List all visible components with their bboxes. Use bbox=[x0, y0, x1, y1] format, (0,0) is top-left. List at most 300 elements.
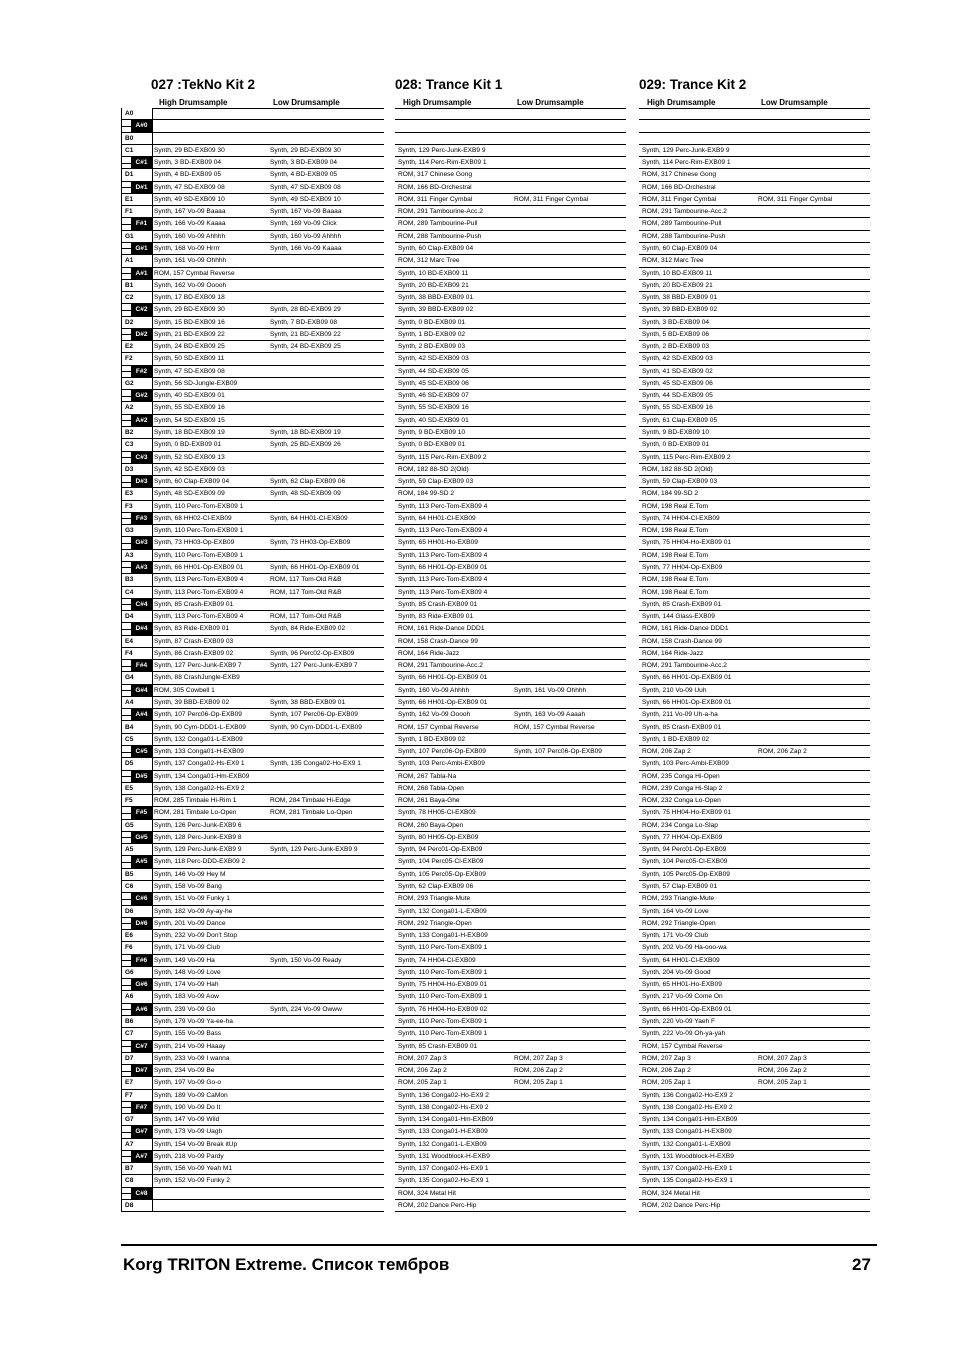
high-sample: ROM, 317 Chinese Gong bbox=[398, 171, 473, 179]
low-sample: Synth, 28 BD-EXB09 29 bbox=[270, 306, 341, 314]
table-row bbox=[151, 501, 384, 513]
low-sample: Synth, 107 Perc06-Op-EXB09 bbox=[270, 711, 358, 719]
high-sample: ROM, 205 Zap 1 bbox=[642, 1079, 691, 1087]
high-sample: ROM, 239 Conga Hi-Slap 2 bbox=[642, 784, 723, 792]
high-sample: Synth, 47 SD-EXB09 08 bbox=[154, 183, 225, 191]
table-row bbox=[395, 280, 626, 292]
key-f2: F2 bbox=[122, 353, 152, 365]
black-key-label: C#2 bbox=[131, 304, 152, 315]
high-sample: ROM, 289 Tambourine-Pull bbox=[642, 220, 722, 228]
table-row bbox=[395, 415, 626, 427]
table-row bbox=[639, 893, 870, 905]
high-sample: Synth, 214 Vo-09 Haaay bbox=[154, 1042, 226, 1050]
high-sample: Synth, 113 Perc-Tom-EXB09 4 bbox=[154, 588, 244, 596]
high-sample: Synth, 129 Perc-Junk-EXB9 9 bbox=[398, 146, 486, 154]
table-row bbox=[151, 942, 384, 954]
high-sample: Synth, 20 BD-EXB09 21 bbox=[398, 281, 469, 289]
high-sample: ROM, 291 Tambourine-Acc.2 bbox=[642, 208, 727, 216]
high-sample: Synth, 136 Conga02-Ho-EX9 2 bbox=[642, 1091, 733, 1099]
table-row bbox=[151, 1065, 384, 1077]
table-row bbox=[639, 697, 870, 709]
table-row bbox=[639, 1114, 870, 1126]
low-sample: Synth, 129 Perc-Junk-EXB9 9 bbox=[270, 846, 358, 854]
high-sample: Synth, 113 Perc-Tom-EXB09 4 bbox=[398, 527, 488, 535]
table-row bbox=[395, 1090, 626, 1102]
high-sample: Synth, 136 Conga02-Ho-EX9 2 bbox=[398, 1091, 489, 1099]
high-sample: Synth, 114 Perc-Rim-EXB09 1 bbox=[642, 159, 731, 167]
black-key-label: F#4 bbox=[131, 660, 152, 671]
table-row bbox=[151, 194, 384, 206]
table-row bbox=[395, 501, 626, 513]
table-row bbox=[395, 758, 626, 770]
black-key-label: G#5 bbox=[131, 832, 152, 843]
table-row bbox=[639, 1163, 870, 1175]
high-sample: Synth, 55 SD-EXB09 16 bbox=[398, 404, 469, 412]
table-row bbox=[151, 366, 384, 378]
table-row bbox=[151, 182, 384, 194]
table-row bbox=[151, 464, 384, 476]
table-row bbox=[151, 758, 384, 770]
black-key-label: G#4 bbox=[131, 685, 152, 696]
black-key-label: G#6 bbox=[131, 979, 152, 990]
table-row bbox=[639, 906, 870, 918]
table-row bbox=[639, 427, 870, 439]
table-row bbox=[639, 783, 870, 795]
low-sample: Synth, 161 Vo-09 Ohhhh bbox=[514, 686, 587, 694]
key-e1: E1 bbox=[122, 194, 152, 206]
high-sample: Synth, 233 Vo-09 I wanna bbox=[154, 1054, 230, 1062]
table-row bbox=[395, 169, 626, 181]
table-row bbox=[639, 194, 870, 206]
high-sample: ROM, 166 BD-Orchestral bbox=[642, 183, 716, 191]
table-row bbox=[151, 1139, 384, 1151]
table-row bbox=[151, 402, 384, 414]
high-sample: Synth, 87 Crash-EXB09 03 bbox=[154, 637, 234, 645]
table-row bbox=[151, 599, 384, 611]
low-sample: ROM, 117 Tom-Old R&B bbox=[270, 588, 342, 596]
high-sample: Synth, 64 HH01-Cl-EXB09 bbox=[642, 956, 720, 964]
high-sample: Synth, 134 Conga01-Hm-EXB09 bbox=[642, 1116, 738, 1124]
high-sample: Synth, 103 Perc-Ambi-EXB09 bbox=[642, 760, 729, 768]
table-row bbox=[395, 1126, 626, 1138]
table-row bbox=[639, 746, 870, 758]
high-sample: Synth, 232 Vo-09 Don't Stop bbox=[154, 932, 238, 940]
low-sample: ROM, 311 Finger Cymbal bbox=[514, 195, 589, 203]
table-row bbox=[395, 869, 626, 881]
high-sample: ROM, 324 Metal Hit bbox=[642, 1189, 700, 1197]
high-sample: Synth, 40 SD-EXB09 01 bbox=[154, 392, 225, 400]
high-sample: Synth, 135 Conga02-Ho-EX9 1 bbox=[642, 1177, 733, 1185]
table-row bbox=[151, 452, 384, 464]
table-row bbox=[395, 991, 626, 1003]
high-sample: Synth, 158 Vo-09 Bang bbox=[154, 883, 222, 890]
high-sample: Synth, 210 Vo-09 Uuh bbox=[642, 686, 707, 694]
kit-title: 028: Trance Kit 1 bbox=[395, 77, 503, 92]
high-sample: Synth, 73 HH03-Op-EXB09 bbox=[154, 539, 235, 547]
table-row bbox=[639, 881, 870, 893]
table-row bbox=[151, 120, 384, 132]
high-sample: Synth, 134 Conga01-Hm-EXB09 bbox=[154, 772, 250, 780]
table-row bbox=[151, 636, 384, 648]
high-sample: Synth, 152 Vo-09 Funky 2 bbox=[154, 1177, 230, 1185]
key-f4: F4 bbox=[122, 648, 152, 660]
high-sample: Synth, 75 HH04-Ho-EXB09 01 bbox=[398, 981, 488, 989]
table-row bbox=[151, 550, 384, 562]
key-e3: E3 bbox=[122, 488, 152, 500]
table-row bbox=[395, 353, 626, 365]
key-c-sharp7 bbox=[122, 1041, 152, 1053]
black-key-label: G#7 bbox=[131, 1126, 152, 1137]
key-f-sharp5 bbox=[122, 807, 152, 819]
table-row bbox=[395, 1041, 626, 1053]
key-f-sharp4 bbox=[122, 660, 152, 672]
table-row bbox=[395, 550, 626, 562]
key-g5: G5 bbox=[122, 820, 152, 832]
key-b6: B6 bbox=[122, 1016, 152, 1028]
high-sample: Synth, 107 Perc06-Op-EXB09 bbox=[154, 711, 242, 719]
high-sample: Synth, 68 HH02-Cl-EXB09 bbox=[154, 514, 232, 522]
table-row bbox=[639, 771, 870, 783]
low-sample: Synth, 4 BD-EXB09 05 bbox=[270, 171, 338, 179]
table-row bbox=[639, 844, 870, 856]
table-row bbox=[395, 182, 626, 194]
table-row bbox=[639, 820, 870, 832]
black-key-label: C#1 bbox=[131, 157, 152, 168]
high-sample: Synth, 88 CrashJungle-EXB9 bbox=[154, 674, 240, 682]
high-sample: ROM, 164 Ride-Jazz bbox=[642, 649, 704, 657]
table-row bbox=[395, 133, 626, 145]
black-key-label: A#2 bbox=[131, 415, 152, 426]
high-sample: ROM, 291 Tambourine-Acc.2 bbox=[398, 662, 483, 670]
table-row bbox=[639, 439, 870, 451]
table-row bbox=[395, 1077, 626, 1089]
table-row bbox=[395, 452, 626, 464]
high-sample: Synth, 179 Vo-09 Ya-ee-ha bbox=[154, 1017, 233, 1025]
key-d-sharp1 bbox=[122, 182, 152, 194]
high-sample: Synth, 148 Vo-09 Love bbox=[154, 968, 221, 976]
black-key-label: A#5 bbox=[131, 856, 152, 867]
table-row bbox=[639, 341, 870, 353]
high-sample: ROM, 198 Real E.Tom bbox=[642, 551, 708, 559]
high-sample: Synth, 113 Perc-Tom-EXB09 4 bbox=[154, 576, 244, 584]
high-sample: Synth, 135 Conga02-Ho-EX9 1 bbox=[398, 1177, 489, 1185]
high-sample: Synth, 75 HH04-Ho-EXB09 01 bbox=[642, 539, 732, 547]
high-sample: ROM, 166 BD-Orchestral bbox=[398, 183, 472, 191]
table-row bbox=[395, 783, 626, 795]
key-d-sharp7 bbox=[122, 1065, 152, 1077]
table-row bbox=[639, 1077, 870, 1089]
high-sample: Synth, 5 BD-EXB09 06 bbox=[642, 330, 710, 338]
low-sample: Synth, 66 HH01-Op-EXB09 01 bbox=[270, 563, 360, 571]
table-row bbox=[395, 402, 626, 414]
low-sample: Synth, 224 Vo-09 Owww bbox=[270, 1005, 342, 1013]
high-sample: Synth, 110 Perc-Tom-EXB09 1 bbox=[398, 993, 488, 1001]
high-sample: ROM, 234 Conga Lo-Slap bbox=[642, 821, 718, 829]
high-sample: ROM, 312 Marc Tree bbox=[642, 257, 704, 265]
high-sample: Synth, 222 Vo-09 Oh-ya-yah bbox=[642, 1030, 726, 1038]
high-sample: Synth, 131 Woodblock-H-EXB9 bbox=[398, 1152, 490, 1160]
table-row bbox=[639, 856, 870, 868]
key-f1: F1 bbox=[122, 206, 152, 218]
table-row bbox=[639, 623, 870, 635]
high-sample: Synth, 78 HH05-Cl-EXB09 bbox=[398, 809, 476, 817]
high-sample: Synth, 239 Vo-09 Go bbox=[154, 1005, 216, 1013]
footer-title: Korg TRITON Extreme. Список тембров bbox=[123, 1255, 450, 1274]
high-sample: Synth, 74 HH04-Cl-EXB09 bbox=[398, 956, 476, 964]
table-row bbox=[151, 157, 384, 169]
high-sample: ROM, 157 Cymbal Reverse bbox=[642, 1042, 723, 1050]
high-sample: Synth, 39 BBD-EXB09 02 bbox=[398, 306, 474, 314]
key-g-sharp3 bbox=[122, 537, 152, 549]
table-row bbox=[395, 906, 626, 918]
high-sample: Synth, 62 Clap-EXB09 06 bbox=[398, 883, 474, 890]
high-sample: Synth, 45 SD-EXB09 06 bbox=[398, 379, 469, 387]
key-g4: G4 bbox=[122, 672, 152, 684]
table-row bbox=[151, 1004, 384, 1016]
table-row bbox=[151, 1126, 384, 1138]
black-key-label: C#7 bbox=[131, 1041, 152, 1052]
table-row bbox=[639, 1200, 870, 1212]
table-row bbox=[639, 157, 870, 169]
high-sample: ROM, 202 Dance Perc-Hip bbox=[642, 1202, 721, 1210]
table-row bbox=[639, 869, 870, 881]
low-sample: Synth, 24 BD-EXB09 25 bbox=[270, 343, 341, 351]
table-row bbox=[395, 636, 626, 648]
black-key-label: D#1 bbox=[131, 182, 152, 193]
table-row bbox=[395, 771, 626, 783]
low-sample: ROM, 207 Zap 3 bbox=[514, 1054, 563, 1062]
table-row bbox=[151, 807, 384, 819]
table-row bbox=[395, 918, 626, 930]
key-d-sharp5 bbox=[122, 771, 152, 783]
page-number: 27 bbox=[852, 1255, 871, 1274]
table-row bbox=[395, 476, 626, 488]
table-row bbox=[395, 746, 626, 758]
high-sample: Synth, 171 Vo-09 Club bbox=[154, 944, 220, 952]
high-sample: Synth, 9 BD-EXB09 10 bbox=[398, 429, 466, 437]
table-row bbox=[639, 1004, 870, 1016]
high-sample: Synth, 20 BD-EXB09 21 bbox=[642, 281, 713, 289]
high-sample: Synth, 85 Crash-EXB09 01 bbox=[154, 600, 234, 608]
table-row bbox=[395, 304, 626, 316]
key-b0: B0 bbox=[122, 133, 152, 145]
table-row bbox=[151, 623, 384, 635]
high-sample: ROM, 206 Zap 2 bbox=[642, 748, 691, 756]
key-a6: A6 bbox=[122, 991, 152, 1003]
high-sample: ROM, 261 Baya-Ghe bbox=[398, 797, 460, 805]
table-row bbox=[639, 133, 870, 145]
keyboard-column bbox=[121, 108, 153, 1212]
table-row bbox=[639, 231, 870, 243]
high-sample: Synth, 85 Crash-EXB09 01 bbox=[642, 600, 722, 608]
table-row bbox=[151, 783, 384, 795]
table-row bbox=[151, 378, 384, 390]
table-row bbox=[151, 991, 384, 1003]
high-sample: Synth, 90 Cym-DDD1-L-EXB09 bbox=[154, 723, 246, 731]
key-d-sharp2 bbox=[122, 329, 152, 341]
table-row bbox=[395, 243, 626, 255]
table-row bbox=[639, 1090, 870, 1102]
low-sample: ROM, 117 Tom-Old R&B bbox=[270, 576, 342, 584]
high-sample: Synth, 65 HH01-Ho-EXB09 bbox=[398, 539, 478, 547]
high-sample: Synth, 1 BD-EXB09 02 bbox=[398, 735, 466, 743]
high-sample: Synth, 1 BD-EXB09 02 bbox=[398, 330, 466, 338]
high-sample: Synth, 204 Vo-09 Good bbox=[642, 968, 711, 976]
high-sample: Synth, 41 SD-EXB09 02 bbox=[642, 367, 713, 375]
high-sample: Synth, 189 Vo-09 CaMon bbox=[154, 1091, 228, 1099]
high-sample: Synth, 113 Perc-Tom-EXB09 4 bbox=[398, 502, 488, 510]
high-sample: Synth, 60 Clap-EXB09 04 bbox=[642, 244, 718, 252]
table-row bbox=[151, 525, 384, 537]
high-sample: Synth, 74 HH04-Cl-EXB09 bbox=[642, 514, 720, 522]
table-row bbox=[639, 955, 870, 967]
table-row bbox=[395, 1200, 626, 1212]
table-row bbox=[395, 525, 626, 537]
high-sample: ROM, 288 Tambourine-Push bbox=[642, 232, 726, 240]
high-sample: ROM, 281 Timbale Lo-Open bbox=[154, 809, 237, 817]
black-key-label: A#7 bbox=[131, 1151, 152, 1162]
table-row bbox=[151, 672, 384, 684]
high-sample: ROM, 292 Triangle-Open bbox=[642, 919, 716, 927]
table-row bbox=[151, 280, 384, 292]
table-row bbox=[639, 722, 870, 734]
table-row bbox=[639, 587, 870, 599]
high-sample: Synth, 66 HH01-Op-EXB09 01 bbox=[398, 674, 488, 682]
key-c-sharp6 bbox=[122, 893, 152, 905]
low-sample: ROM, 206 Zap 2 bbox=[514, 1067, 563, 1075]
key-f3: F3 bbox=[122, 501, 152, 513]
table-row bbox=[395, 685, 626, 697]
high-sample: Synth, 50 SD-EXB09 11 bbox=[154, 355, 225, 363]
table-row bbox=[639, 599, 870, 611]
table-row bbox=[639, 525, 870, 537]
low-sample: Synth, 127 Perc-Junk-EXB9 7 bbox=[270, 662, 358, 670]
black-key-label: A#0 bbox=[131, 120, 152, 131]
key-d7: D7 bbox=[122, 1053, 152, 1065]
table-row bbox=[639, 402, 870, 414]
table-row bbox=[395, 820, 626, 832]
high-sample: Synth, 147 Vo-09 Wild bbox=[154, 1116, 220, 1124]
table-row bbox=[639, 832, 870, 844]
key-b4: B4 bbox=[122, 722, 152, 734]
table-row bbox=[151, 329, 384, 341]
table-row bbox=[395, 439, 626, 451]
high-sample: Synth, 110 Perc-Tom-EXB09 1 bbox=[398, 968, 488, 976]
table-row bbox=[151, 317, 384, 329]
key-c-sharp4 bbox=[122, 599, 152, 611]
table-row bbox=[151, 206, 384, 218]
high-sample: Synth, 114 Perc-Rim-EXB09 1 bbox=[398, 159, 487, 167]
table-row bbox=[639, 930, 870, 942]
high-sample: Synth, 59 Clap-EXB09 03 bbox=[642, 478, 718, 486]
table-row bbox=[395, 292, 626, 304]
key-a-sharp3 bbox=[122, 562, 152, 574]
table-row bbox=[395, 464, 626, 476]
table-row bbox=[395, 218, 626, 230]
black-key-label: A#3 bbox=[131, 562, 152, 573]
kit-title: 029: Trance Kit 2 bbox=[639, 77, 747, 92]
table-row bbox=[639, 292, 870, 304]
high-sample: Synth, 167 Vo-09 Baaaa bbox=[154, 208, 226, 216]
table-row bbox=[151, 820, 384, 832]
high-sample: Synth, 52 SD-EXB09 13 bbox=[154, 453, 225, 461]
table-row bbox=[395, 795, 626, 807]
table-row bbox=[151, 341, 384, 353]
table-row bbox=[395, 1114, 626, 1126]
table-row bbox=[639, 1041, 870, 1053]
table-row bbox=[395, 317, 626, 329]
table-row bbox=[395, 341, 626, 353]
table-row bbox=[395, 157, 626, 169]
high-sample: Synth, 218 Vo-09 Pardy bbox=[154, 1152, 224, 1160]
key-e6: E6 bbox=[122, 930, 152, 942]
key-f5: F5 bbox=[122, 795, 152, 807]
table-row bbox=[151, 771, 384, 783]
table-row bbox=[639, 807, 870, 819]
table-row bbox=[639, 979, 870, 991]
high-sample: Synth, 94 Perc01-Op-EXB09 bbox=[642, 846, 727, 854]
table-row bbox=[395, 856, 626, 868]
table-row bbox=[151, 1102, 384, 1114]
high-sample: Synth, 76 HH04-Ho-EXB09 02 bbox=[398, 1005, 488, 1013]
high-sample: Synth, 39 BBD-EXB09 02 bbox=[642, 306, 718, 314]
high-sample: Synth, 44 SD-EXB09 05 bbox=[398, 367, 469, 375]
low-sample: ROM, 206 Zap 2 bbox=[758, 748, 807, 756]
high-sample: ROM, 291 Tambourine-Acc.2 bbox=[398, 208, 483, 216]
low-sample: Synth, 73 HH03-Op-EXB09 bbox=[270, 539, 351, 547]
footer-rule bbox=[121, 1244, 877, 1246]
key-g-sharp5 bbox=[122, 832, 152, 844]
key-f-sharp6 bbox=[122, 955, 152, 967]
high-sample: Synth, 110 Perc-Tom-EXB09 1 bbox=[398, 1017, 488, 1025]
table-row bbox=[151, 574, 384, 586]
key-a5: A5 bbox=[122, 844, 152, 856]
table-row bbox=[395, 930, 626, 942]
table-row bbox=[151, 218, 384, 230]
key-a-sharp0 bbox=[122, 120, 152, 132]
table-row bbox=[395, 1004, 626, 1016]
low-sample: ROM, 207 Zap 3 bbox=[758, 1054, 807, 1062]
table-row bbox=[639, 1028, 870, 1040]
table-row bbox=[639, 145, 870, 157]
high-sample: Synth, 24 BD-EXB09 25 bbox=[154, 343, 225, 351]
table-row bbox=[395, 537, 626, 549]
key-a-sharp5 bbox=[122, 856, 152, 868]
black-key-label: C#5 bbox=[131, 746, 152, 757]
table-row bbox=[639, 734, 870, 746]
table-row bbox=[639, 1151, 870, 1163]
table-row bbox=[151, 1175, 384, 1187]
high-sample: ROM, 205 Zap 1 bbox=[398, 1079, 447, 1087]
low-sample: Synth, 150 Vo-09 Ready bbox=[270, 956, 342, 964]
low-sample: Synth, 21 BD-EXB09 22 bbox=[270, 330, 341, 338]
key-g6: G6 bbox=[122, 967, 152, 979]
high-sample: Synth, 15 BD-EXB09 16 bbox=[154, 318, 225, 326]
key-g2: G2 bbox=[122, 378, 152, 390]
table-row bbox=[395, 844, 626, 856]
table-row bbox=[639, 108, 870, 120]
table-row bbox=[151, 881, 384, 893]
table-row bbox=[639, 672, 870, 684]
high-sample: Synth, 4 BD-EXB09 05 bbox=[154, 171, 222, 179]
table-row bbox=[639, 120, 870, 132]
high-sample: ROM, 184 99-SD 2 bbox=[398, 490, 455, 498]
key-d-sharp3 bbox=[122, 476, 152, 488]
low-sample: ROM, 281 Timbale Lo-Open bbox=[270, 809, 353, 817]
table-row bbox=[639, 415, 870, 427]
high-sample: ROM, 207 Zap 3 bbox=[642, 1054, 691, 1062]
high-sample: ROM, 202 Dance Perc-Hip bbox=[398, 1202, 477, 1210]
